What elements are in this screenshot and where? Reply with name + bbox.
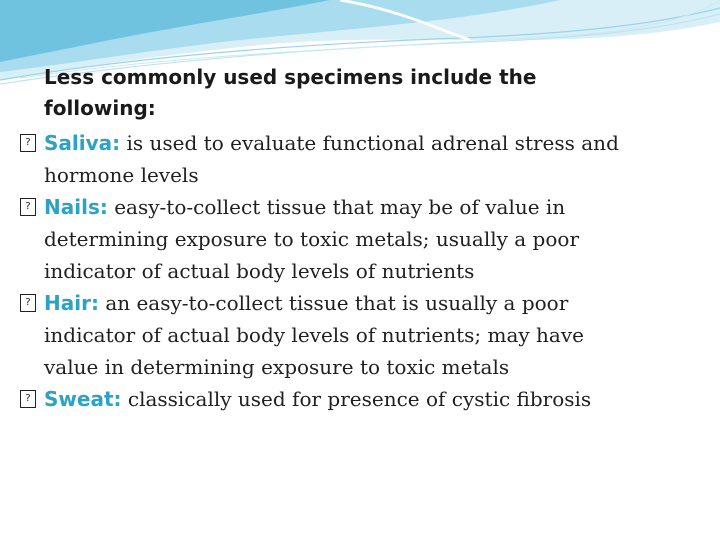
intro-text bbox=[44, 62, 684, 124]
description-line: hormone levels bbox=[44, 163, 199, 187]
term-sweat: Sweat: bbox=[44, 387, 122, 411]
term-saliva: Saliva: bbox=[44, 131, 121, 155]
description-line: determining exposure to toxic metals; usually a poor bbox=[44, 227, 579, 251]
intro-line-2: following: bbox=[44, 96, 156, 120]
description-line: indicator of actual body levels of nutrients; may have bbox=[44, 323, 584, 347]
description-line: is used to evaluate functional adrenal stress and bbox=[126, 131, 619, 155]
list-item-sweat bbox=[20, 383, 710, 415]
bullet-icon: ? bbox=[20, 134, 36, 152]
description-line: easy-to-collect tissue that may be of value in bbox=[114, 195, 566, 219]
bullet-icon: ? bbox=[20, 294, 36, 312]
bullet-icon: ? bbox=[20, 390, 36, 408]
description-line: classically used for presence of cystic fibrosis bbox=[127, 387, 592, 411]
description-line: value in determining exposure to toxic metals bbox=[44, 355, 510, 379]
description-line: indicator of actual body levels of nutrients bbox=[44, 259, 475, 283]
list-item-nails bbox=[20, 191, 710, 287]
term-nails: Nails: bbox=[44, 195, 108, 219]
specimen-list bbox=[20, 127, 710, 415]
description-line: an easy-to-collect tissue that is usually a poor bbox=[105, 291, 569, 315]
list-item-hair bbox=[20, 287, 710, 383]
intro-line-1: Less commonly used specimens include the bbox=[44, 65, 537, 89]
list-item-saliva bbox=[20, 127, 710, 191]
bullet-icon: ? bbox=[20, 198, 36, 216]
term-hair: Hair: bbox=[44, 291, 99, 315]
